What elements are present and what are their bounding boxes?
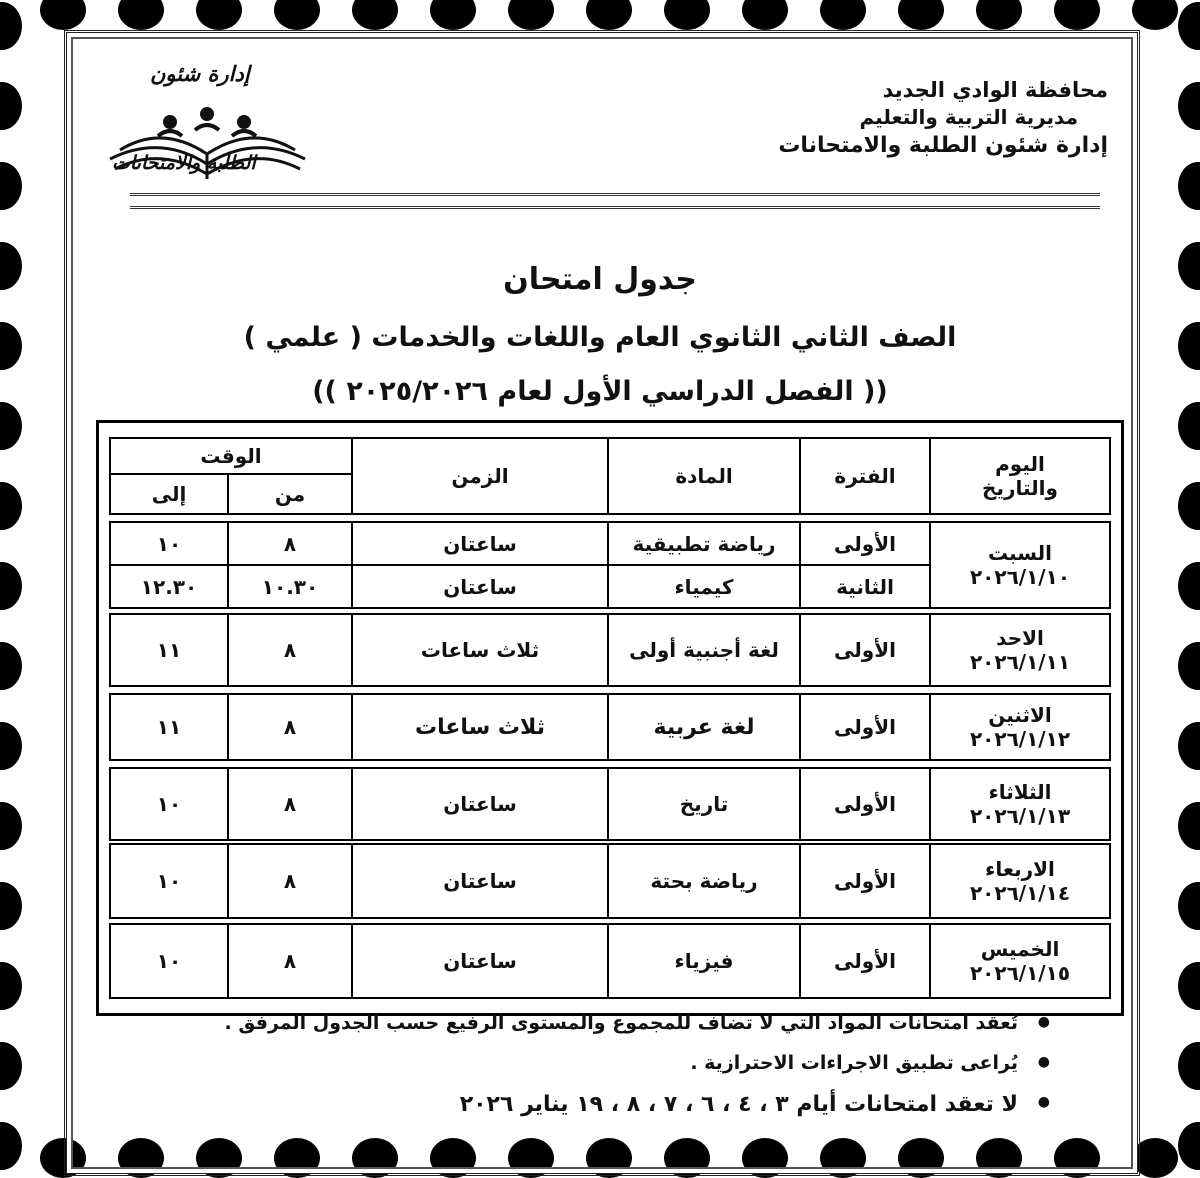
duration-value: ساعتان — [351, 845, 607, 917]
period-value: الأولى — [799, 615, 929, 685]
day-name: الخميس — [980, 937, 1060, 961]
table-row-thursday — [109, 923, 1111, 999]
day-name: الاربعاء — [985, 857, 1055, 881]
note-item: ● يُراعى تطبيق الاجراءات الاحترازية . — [120, 1052, 1050, 1074]
from-value: ٨ — [227, 615, 351, 685]
border-dot — [0, 882, 22, 930]
subject-value: لغة عربية — [607, 695, 799, 759]
period-value: الأولى — [834, 531, 896, 556]
to-value: ١١ — [156, 638, 182, 662]
day-date-cell — [929, 925, 1109, 997]
header-divider — [130, 193, 1100, 209]
header-subject: المادة — [607, 439, 799, 513]
period-value: الأولى — [799, 925, 929, 997]
day-name: الاحد — [996, 626, 1044, 650]
day-date-cell — [929, 845, 1109, 917]
from-value: ٨ — [227, 845, 351, 917]
header-to: إلى — [151, 482, 187, 506]
from-value: ٨ — [227, 695, 351, 759]
header-period: الفترة — [799, 439, 929, 513]
border-dot — [1178, 562, 1200, 610]
duration-value: ثلاث ساعات — [351, 695, 607, 759]
exam-schedule-table — [96, 420, 1124, 1016]
border-dot — [196, 0, 242, 30]
header-time-label: الوقت — [200, 444, 262, 468]
border-dot — [1178, 1122, 1200, 1170]
to-value: ١٠ — [156, 949, 182, 973]
border-dot — [1178, 882, 1200, 930]
to-value: ١٢.٣٠ — [140, 574, 198, 599]
issuer-block — [778, 76, 1108, 161]
subject-value: فيزياء — [607, 925, 799, 997]
day-name: الثلاثاء — [988, 780, 1052, 804]
to-value: ١٠ — [156, 792, 182, 816]
border-dot — [976, 0, 1022, 30]
border-dot — [0, 722, 22, 770]
from-value: ١٠.٣٠ — [261, 574, 319, 599]
border-dot — [40, 0, 86, 30]
day-date-cell — [929, 769, 1109, 839]
border-dot — [352, 0, 398, 30]
header-time — [111, 439, 351, 513]
border-dot — [742, 0, 788, 30]
border-dot — [586, 0, 632, 30]
table-row-sunday — [109, 613, 1111, 687]
border-dot — [0, 1042, 22, 1090]
border-dot — [0, 402, 22, 450]
duration-value: ثلاث ساعات — [351, 615, 607, 685]
period-value: الأولى — [799, 769, 929, 839]
exam-date: ٢٠٢٦/١/١٢ — [969, 727, 1071, 751]
border-dot — [0, 482, 22, 530]
border-dot — [664, 0, 710, 30]
border-dot — [1178, 962, 1200, 1010]
page-title: جدول امتحان — [503, 262, 697, 297]
border-dot — [1178, 722, 1200, 770]
subject-value: رياضة تطبيقية — [632, 531, 776, 556]
border-dot — [1178, 1042, 1200, 1090]
period-value: الأولى — [799, 845, 929, 917]
exam-date: ٢٠٢٦/١/١٠ — [969, 565, 1071, 589]
day-date-cell — [929, 523, 1109, 607]
period-value: الأولى — [799, 695, 929, 759]
duration-value: ساعتان — [443, 574, 517, 599]
duration-value: ساعتان — [443, 531, 517, 556]
from-value: ٨ — [283, 531, 297, 556]
border-dot — [274, 0, 320, 30]
to-value: ١٠ — [156, 869, 182, 893]
border-dot — [1054, 0, 1100, 30]
subject-value: تاريخ — [607, 769, 799, 839]
border-dot — [508, 0, 554, 30]
duration-value: ساعتان — [351, 769, 607, 839]
logo-title: إدارة شئون — [150, 62, 250, 86]
day-name: الاثنين — [988, 703, 1052, 727]
right-perforated-border — [1166, 0, 1200, 1154]
border-dot — [118, 0, 164, 30]
notes-list — [120, 1012, 1050, 1135]
to-cell — [111, 523, 227, 607]
subject-cell — [607, 523, 799, 607]
border-dot — [1178, 642, 1200, 690]
border-dot — [0, 802, 22, 850]
exam-date: ٢٠٢٦/١/١٣ — [969, 804, 1071, 828]
header-from: من — [227, 475, 351, 513]
border-dot — [0, 2, 22, 50]
logo-subtitle: الطلبة والامتحانات — [112, 152, 256, 174]
to-value: ١١ — [156, 715, 182, 739]
table-row-wednesday — [109, 843, 1111, 919]
border-dot — [0, 642, 22, 690]
period-value: الثانية — [836, 574, 894, 599]
border-dot — [0, 562, 22, 610]
department-name: إدارة شئون الطلبة والامتحانات — [778, 133, 1108, 159]
from-cell — [227, 523, 351, 607]
day-date-cell — [929, 695, 1109, 759]
day-date-cell — [929, 615, 1109, 685]
subject-value: كيمياء — [674, 574, 734, 599]
table-row-saturday — [109, 521, 1111, 609]
from-value: ٨ — [227, 769, 351, 839]
border-dot — [0, 82, 22, 130]
day-name: السبت — [987, 541, 1053, 565]
subject-value: رياضة بحتة — [607, 845, 799, 917]
border-dot — [430, 0, 476, 30]
grade-title: الصف الثاني الثانوي العام واللغات والخدمات ( علمي ) — [243, 322, 957, 353]
from-value: ٨ — [227, 925, 351, 997]
note-item: ● لا تعقد امتحانات أيام ٣ ، ٤ ، ٦ ، ٧ ، ٨ ، ١٩ يناير ٢٠٢٦ — [120, 1092, 1050, 1117]
exam-date: ٢٠٢٦/١/١٥ — [969, 961, 1071, 985]
border-dot — [820, 0, 866, 30]
duration-cell — [351, 523, 607, 607]
header-duration: الزمن — [351, 439, 607, 513]
table-row-monday — [109, 693, 1111, 761]
term-title: (( الفصل الدراسي الأول لعام ٢٠٢٥/٢٠٢٦ )) — [312, 376, 888, 407]
border-dot — [1178, 162, 1200, 210]
period-cell — [799, 523, 929, 607]
border-dot — [1178, 802, 1200, 850]
border-dot — [0, 962, 22, 1010]
table-row-tuesday — [109, 767, 1111, 841]
border-dot — [0, 162, 22, 210]
top-perforated-border — [40, 0, 1160, 20]
duration-value: ساعتان — [351, 925, 607, 997]
border-dot — [1178, 82, 1200, 130]
governorate-name: محافظة الوادي الجديد — [882, 78, 1108, 102]
border-dot — [1178, 482, 1200, 530]
header-day-date: اليوم والتاريخ — [929, 439, 1109, 513]
border-dot — [898, 0, 944, 30]
subject-value: لغة أجنبية أولى — [607, 615, 799, 685]
directorate-name: مديرية التربية والتعليم — [859, 105, 1078, 130]
exam-date: ٢٠٢٦/١/١٤ — [969, 881, 1071, 905]
border-dot — [1178, 2, 1200, 50]
left-perforated-border — [0, 0, 34, 1154]
to-value: ١٠ — [156, 531, 182, 556]
table-header-row — [109, 437, 1111, 515]
note-item: ● تُعقد امتحانات المواد التي لا تضاف للمجموع والمستوى الرفيع حسب الجدول المرفق . — [120, 1012, 1050, 1034]
border-dot — [1178, 402, 1200, 450]
border-dot — [0, 1122, 22, 1170]
exam-date: ٢٠٢٦/١/١١ — [969, 650, 1071, 674]
